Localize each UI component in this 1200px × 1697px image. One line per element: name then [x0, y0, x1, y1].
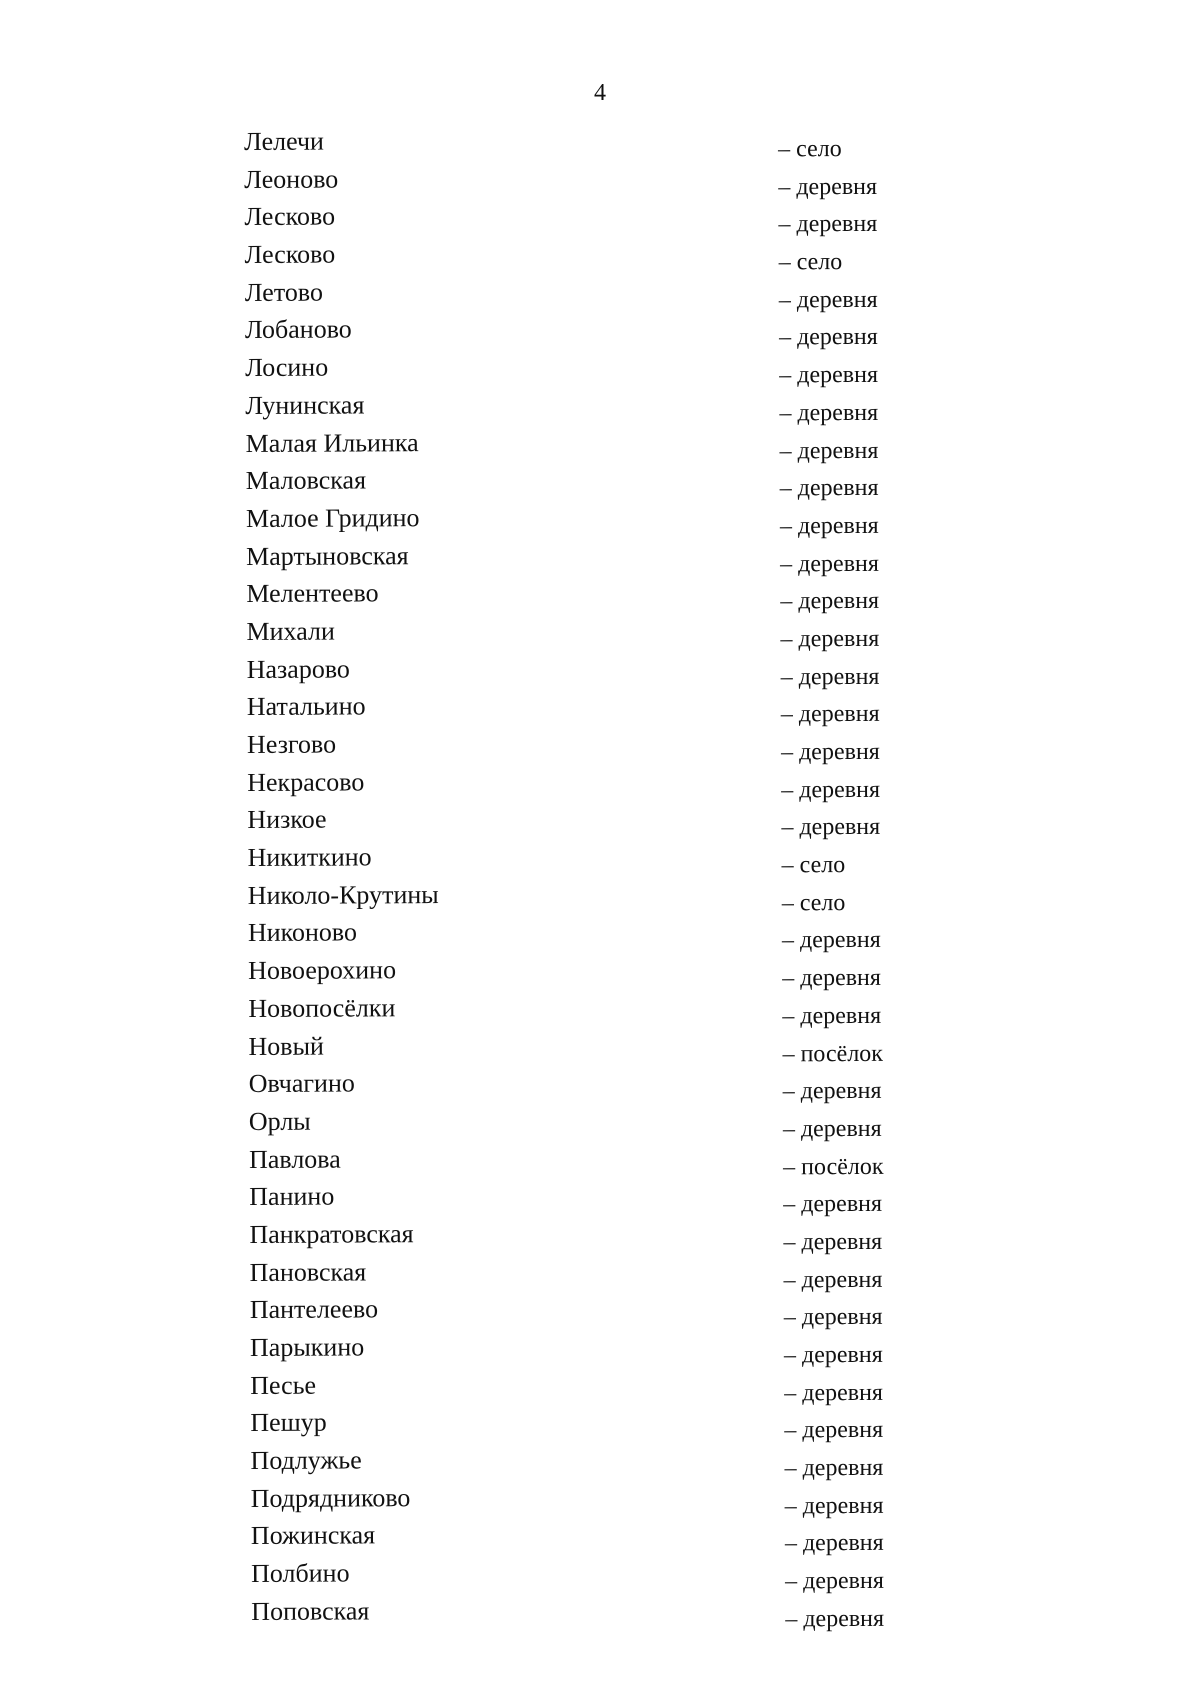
list-item — [2, 499, 1200, 543]
list-item — [6, 1328, 1200, 1372]
settlement-type: – деревня — [778, 324, 878, 351]
settlement-type: – посёлок — [783, 1153, 884, 1180]
list-item — [1, 311, 1200, 355]
list-item — [1, 273, 1200, 317]
settlement-name: Новоерохино — [248, 955, 397, 986]
settlement-name: Поповская — [251, 1596, 370, 1626]
settlement-name: Назарово — [246, 654, 350, 684]
settlement-type: – деревня — [778, 211, 878, 238]
settlement-name: Некрасово — [247, 767, 365, 797]
settlement-type: – деревня — [780, 625, 880, 653]
settlement-type: – деревня — [784, 1530, 884, 1557]
list-item — [4, 1027, 1200, 1071]
settlement-type: – село — [778, 249, 843, 276]
settlement-name: Лунинская — [245, 390, 365, 420]
list-item — [4, 951, 1200, 995]
settlement-name: Мелентеево — [246, 578, 379, 609]
settlement-name: Песье — [250, 1370, 317, 1400]
list-item — [3, 650, 1200, 694]
list-item — [1, 235, 1200, 279]
settlement-name: Низкое — [247, 804, 327, 835]
settlement-name: Пановская — [249, 1257, 367, 1287]
settlement-type: – деревня — [779, 475, 879, 502]
list-item — [4, 876, 1200, 920]
list-item — [7, 1592, 1200, 1636]
list-item — [6, 1253, 1200, 1297]
settlement-type: – деревня — [782, 1115, 882, 1143]
settlement-name: Орлы — [248, 1106, 311, 1136]
settlement-name: Лелечи — [243, 126, 325, 156]
list-item — [6, 1404, 1200, 1448]
settlement-type: – деревня — [785, 1567, 884, 1595]
settlement-type: – село — [778, 136, 842, 163]
settlement-type: – деревня — [782, 1078, 882, 1105]
list-item — [5, 1064, 1200, 1108]
settlement-type: – село — [781, 852, 846, 879]
list-item — [1, 348, 1200, 392]
settlement-name: Панино — [249, 1181, 335, 1212]
list-item — [0, 160, 1200, 204]
settlement-type: – деревня — [783, 1266, 883, 1293]
settlement-type: – деревня — [778, 286, 878, 314]
list-item — [4, 989, 1200, 1033]
settlement-name: Лосино — [245, 352, 329, 383]
settlement-type: – деревня — [780, 588, 880, 615]
settlement-type: – посёлок — [782, 1040, 883, 1067]
settlement-name: Пешур — [250, 1407, 327, 1438]
settlement-name: Летово — [244, 277, 324, 307]
settlement-name: Мартыновская — [246, 540, 409, 571]
settlement-type: – деревня — [782, 1002, 882, 1030]
settlement-type: – деревня — [780, 738, 880, 766]
settlement-type: – деревня — [785, 1605, 885, 1633]
settlement-name: Овчагино — [248, 1068, 355, 1099]
page-number: 4 — [594, 80, 606, 106]
settlement-name: Пантелеево — [249, 1294, 379, 1325]
settlement-type: – деревня — [780, 550, 879, 577]
list-item — [3, 688, 1200, 732]
settlement-type: – деревня — [779, 362, 879, 389]
settlement-type: – село — [781, 889, 846, 917]
settlement-name: Малое Гридино — [245, 503, 420, 533]
settlement-name: Маловская — [245, 465, 367, 496]
list-item — [7, 1517, 1200, 1561]
settlement-type: – деревня — [784, 1492, 884, 1520]
settlement-type: – деревня — [783, 1228, 883, 1256]
settlement-name: Николо-Крутины — [247, 879, 439, 910]
settlement-type: – деревня — [779, 399, 879, 427]
settlement-type: – деревня — [784, 1417, 884, 1444]
list-item — [3, 801, 1200, 845]
settlement-name: Незгово — [246, 729, 337, 759]
settlement-type: – деревня — [781, 927, 881, 954]
list-item — [1, 424, 1200, 468]
settlement-type: – деревня — [779, 512, 879, 540]
list-item — [0, 198, 1200, 242]
settlement-type: – деревня — [781, 814, 881, 841]
list-item — [2, 612, 1200, 656]
settlement-type: – деревня — [782, 965, 881, 992]
list-item — [7, 1479, 1200, 1523]
settlement-name: Подлужье — [250, 1445, 362, 1476]
list-item — [7, 1554, 1200, 1598]
list-item — [5, 1140, 1200, 1184]
settlement-type: – деревня — [781, 776, 881, 804]
list-item — [2, 461, 1200, 505]
settlement-name: Пожинская — [250, 1520, 376, 1551]
settlement-type: – деревня — [784, 1379, 883, 1407]
list-item — [2, 575, 1200, 619]
settlement-name: Лобаново — [244, 314, 352, 345]
list-item — [4, 838, 1200, 882]
settlement-name: Панкратовская — [249, 1219, 414, 1249]
settlement-type: – деревня — [783, 1191, 883, 1218]
settlement-type: – деревня — [780, 663, 880, 690]
settlement-name: Никиткино — [247, 842, 372, 873]
settlement-type: – деревня — [780, 701, 880, 728]
list-item — [3, 725, 1200, 769]
list-item — [5, 1215, 1200, 1259]
list-item — [6, 1291, 1200, 1335]
settlement-name: Леоново — [244, 164, 339, 194]
settlement-name: Новый — [248, 1031, 324, 1061]
list-item — [2, 537, 1200, 581]
settlement-name: Лесково — [244, 201, 336, 232]
list-item — [6, 1366, 1200, 1410]
settlement-name: Лесково — [244, 239, 336, 270]
settlement-name: Парыкино — [249, 1332, 365, 1362]
list-item — [4, 914, 1200, 958]
settlement-name: Подрядниково — [250, 1482, 411, 1513]
settlement-name: Малая Ильинка — [245, 427, 419, 458]
settlement-list — [0, 122, 1200, 1635]
settlement-name: Натальино — [246, 691, 366, 722]
settlement-type: – деревня — [784, 1454, 884, 1482]
settlement-type: – деревня — [783, 1341, 883, 1369]
list-item — [3, 763, 1200, 807]
settlement-name: Михали — [246, 616, 335, 646]
list-item — [5, 1102, 1200, 1146]
list-item — [1, 386, 1200, 430]
settlement-type: – деревня — [778, 173, 878, 201]
list-item — [0, 122, 1200, 166]
list-item — [5, 1178, 1200, 1222]
list-item — [6, 1441, 1200, 1485]
settlement-name: Никоново — [247, 917, 358, 948]
settlement-type: – деревня — [783, 1304, 883, 1331]
settlement-name: Новопосёлки — [248, 993, 396, 1023]
settlement-name: Полбино — [250, 1558, 350, 1589]
settlement-name: Павлова — [248, 1144, 341, 1174]
settlement-type: – деревня — [779, 437, 879, 464]
